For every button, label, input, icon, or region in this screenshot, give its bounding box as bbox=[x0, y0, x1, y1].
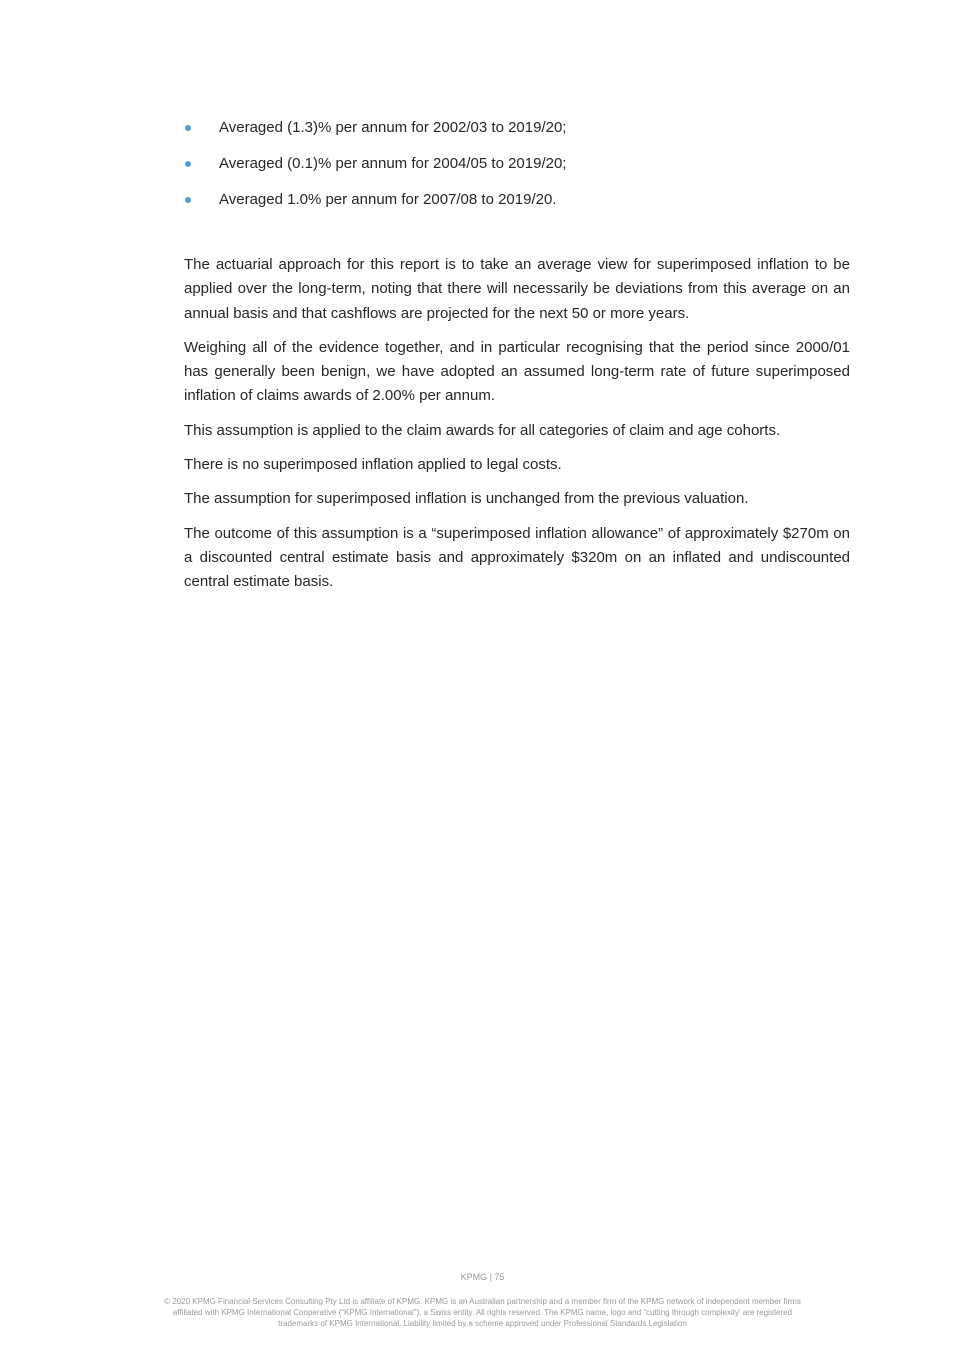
bullet-text: Averaged (1.3)% per annum for 2002/03 to 2019/20; bbox=[219, 119, 567, 136]
paragraph-unchanged: The assumption for superimposed inflation is unchanged from the previous valuation. bbox=[184, 490, 749, 508]
bullet-text: Averaged 1.0% per annum for 2007/08 to 2019/20. bbox=[219, 191, 557, 208]
paragraph-actuarial-approach: The actuarial approach for this report is to take an average view for superimposed inflation to be applied over the long-term, noting that there will necessarily be deviations from this average on an annual basis and that cashflows are projected for the next 50 or more years. bbox=[184, 256, 850, 322]
paragraph-outcome: The outcome of this assumption is a “superimposed inflation allowance” of approximately $270m on a discounted central estimate basis and approximately $320m on an inflated and undiscounted central estimate basis. bbox=[184, 524, 850, 591]
legal-footer bbox=[120, 1296, 845, 1329]
legal-line: © 2020 KPMG Financial Services Consulting Pty Ltd is affiliate of KPMG. KPMG is an Australian partnership and a member firm of the KPMG network of independent member firms bbox=[164, 1297, 801, 1306]
bullet-text: Averaged (0.1)% per annum for 2004/05 to 2019/20; bbox=[219, 155, 567, 172]
paragraphs bbox=[184, 253, 850, 595]
bullet-item bbox=[184, 116, 850, 140]
paragraph-application: This assumption is applied to the claim awards for all categories of claim and age cohorts. bbox=[184, 421, 781, 439]
page-number: KPMG | 75 bbox=[460, 1272, 505, 1282]
paragraph-adopted-rate: Weighing all of the evidence together, and in particular recognising that the period since 2000/01 has generally been benign, we have adopted an assumed long-term rate of future superimposed inflation of claims awards of 2.00% per annum. bbox=[184, 338, 850, 405]
bullet-item bbox=[184, 152, 850, 176]
bullet-dot-icon bbox=[185, 125, 191, 131]
legal-line: trademarks of KPMG International. Liability limited by a scheme approved under Professional Standards Legislation bbox=[278, 1319, 687, 1328]
bullet-list bbox=[184, 116, 850, 212]
bullet-dot-icon bbox=[185, 161, 191, 167]
bullet-item bbox=[184, 188, 850, 212]
paragraph-legal-costs: There is no superimposed inflation applied to legal costs. bbox=[184, 456, 562, 474]
legal-line: affiliated with KPMG International Cooperative (“KPMG International”), a Swiss entity. All rights reserved. The KPMG name, logo and “cutting through complexity' are registered bbox=[172, 1308, 793, 1317]
bullet-dot-icon bbox=[185, 197, 191, 203]
document-body bbox=[184, 116, 850, 605]
